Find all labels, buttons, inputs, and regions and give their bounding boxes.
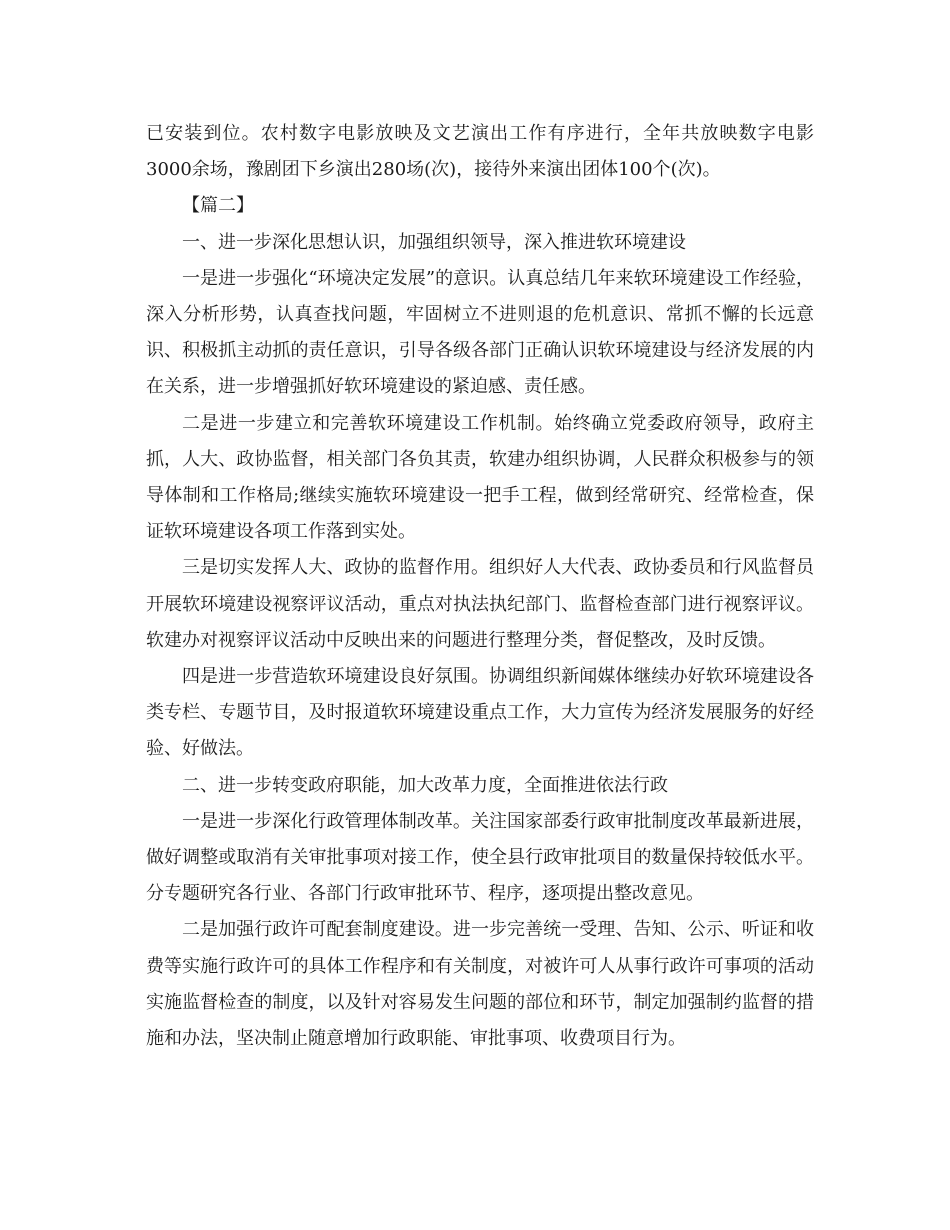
- paragraph: 二是进一步建立和完善软环境建设工作机制。始终确立党委政府领导，政府主抓，人大、政协监督，相关部门各负其责，软建办组织协调，人民群众积极参与的领导体制和工作格局;继续实施软环境建设一把手工程，做到经常研究、经常检查，保证软环境建设各项工作落到实处。: [146, 412, 814, 543]
- section-heading-2: 二、进一步转变政府职能，加大改革力度，全面推进依法行政: [182, 774, 668, 796]
- paragraph: 已安装到位。农村数字电影放映及文艺演出工作有序进行，全年共放映数字电影3000余场，豫剧团下乡演出280场(次)，接待外来演出团体100个(次)。: [146, 123, 814, 181]
- section-heading-1: 一、进一步深化思想认识，加强组织领导，深入推进软环境建设: [182, 231, 686, 253]
- section-heading-pian-er: 【篇二】: [182, 195, 254, 217]
- paragraph: 二是加强行政许可配套制度建设。进一步完善统一受理、告知、公示、听证和收费等实施行政许可的具体工作程序和有关制度，对被许可人从事行政许可事项的活动实施监督检查的制度，以及针对容易发生问题的部位和环节，制定加强制约监督的措施和办法，坚决制止随意增加行政职能、审批事项、收费项目行为。: [146, 919, 814, 1050]
- paragraph: 三是切实发挥人大、政协的监督作用。组织好人大代表、政协委员和行风监督员开展软环境建设视察评议活动，重点对执法执纪部门、监督检查部门进行视察评议。软建办对视察评议活动中反映出来的问题进行整理分类，督促整改，及时反馈。: [146, 557, 814, 651]
- paragraph: 一是进一步深化行政管理体制改革。关注国家部委行政审批制度改革最新进展，做好调整或取消有关审批事项对接工作，使全县行政审批项目的数量保持较低水平。分专题研究各行业、各部门行政审批环节、程序，逐项提出整改意见。: [146, 810, 814, 905]
- paragraph: 一是进一步强化“环境决定发展”的意识。认真总结几年来软环境建设工作经验，深入分析形势，认真查找问题，牢固树立不进则退的危机意识、常抓不懈的长远意识、积极抓主动抓的责任意识，引导各级各部门正确认识软环境建设与经济发展的内在关系，进一步增强抓好软环境建设的紧迫感、责任感。: [146, 267, 814, 398]
- document-body: [146, 116, 814, 1057]
- paragraph: 四是进一步营造软环境建设良好氛围。协调组织新闻媒体继续办好软环境建设各类专栏、专题节目，及时报道软环境建设重点工作，大力宣传为经济发展服务的好经验、好做法。: [146, 666, 814, 760]
